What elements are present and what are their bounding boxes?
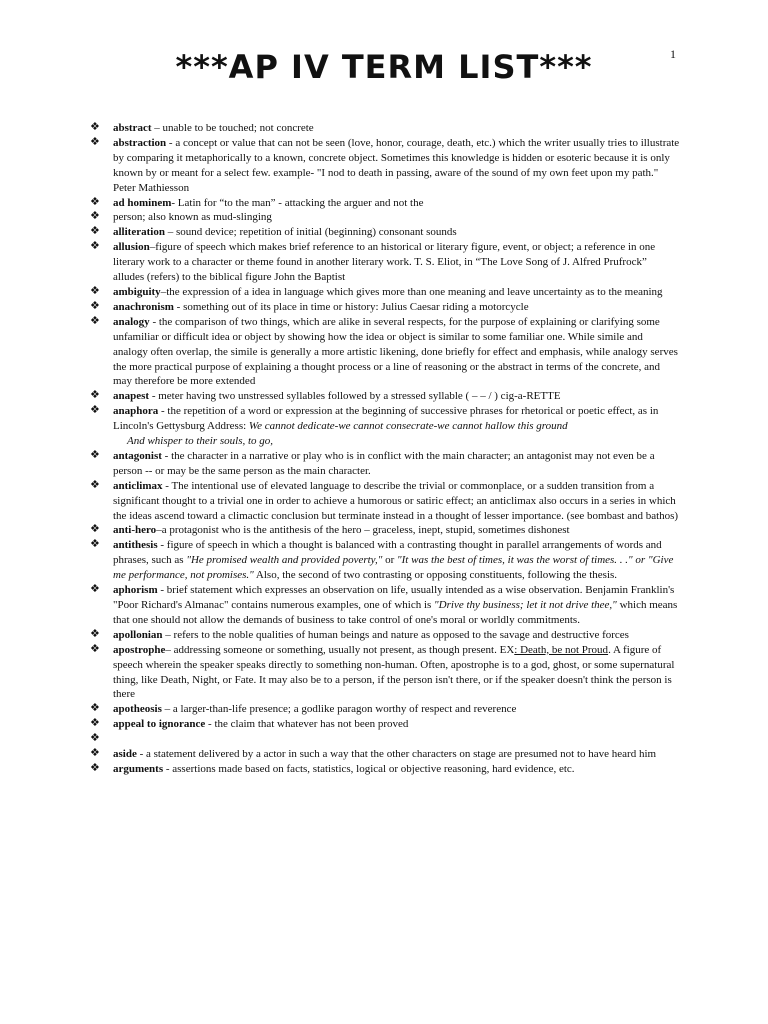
diamond-bullet-icon: ❖ — [90, 313, 100, 327]
term-item — [90, 315, 680, 390]
term-definition: - figure of speech in which a thought is balanced with a contrasting thought in parallel arrangements of words and phrases, such as — [113, 539, 662, 567]
diamond-bullet-icon: ❖ — [90, 701, 100, 715]
diamond-bullet-icon: ❖ — [90, 120, 100, 133]
term-definition: - The intentional use of elevated language to describe the trivial or commonplace, or a sudden transition from a significant thought to a trivial one in order to achieve a humorous or satiric effect; an anticlimax also occurs in a series in which the ideas ascend toward a climactic conclusion but terminate instead in a thought of lesser importance. (see bombast and bathos) — [113, 479, 679, 522]
term-word: arguments — [113, 762, 164, 775]
term-definition-end: Also, the second of two contrasting or opposing constituents, following the thesis. — [253, 569, 618, 582]
term-item — [90, 747, 680, 762]
diamond-bullet-icon: ❖ — [90, 194, 100, 208]
diamond-bullet-icon: ❖ — [90, 209, 100, 223]
diamond-bullet-icon: ❖ — [90, 760, 100, 774]
term-item — [90, 538, 680, 583]
term-item — [90, 404, 680, 449]
term-item — [90, 136, 680, 196]
term-word: apotheosis — [113, 703, 162, 716]
term-word: anticlimax — [113, 479, 163, 492]
term-item — [90, 628, 680, 643]
term-example-underlined: : Death, be not Proud — [514, 643, 609, 656]
term-example-line: And whisper to their souls, to go, — [127, 435, 274, 448]
term-definition: – sound device; repetition of initial (beginning) consonant sounds — [164, 226, 457, 239]
term-example: We cannot dedicate-we cannot consecrate-we cannot hallow this ground — [248, 420, 568, 433]
term-item — [90, 225, 680, 240]
diamond-bullet-icon: ❖ — [90, 641, 100, 655]
term-item — [90, 210, 680, 225]
term-definition: - brief statement which expresses an observation on life, usually intended as a wise observation. Benjamin Franklin's "Poor Richard's Almanac" contains numerous examples, one of which is — [113, 584, 675, 611]
page-number: 1 — [670, 47, 676, 61]
term-item — [90, 643, 680, 703]
term-word: analogy — [113, 315, 150, 328]
term-definition: –a protagonist who is the antithesis of the hero – graceless, inept, stupid, sometimes dishonest — [156, 524, 570, 537]
term-word: anti-hero — [113, 524, 157, 537]
term-definition: - assertions made based on facts, statistics, logical or objective reasoning, hard evidence, etc. — [163, 762, 575, 775]
term-item — [90, 196, 680, 211]
diamond-bullet-icon: ❖ — [90, 731, 100, 745]
diamond-bullet-icon: ❖ — [90, 716, 100, 730]
term-item — [90, 762, 680, 777]
diamond-bullet-icon: ❖ — [90, 447, 100, 461]
term-word: anaphora — [113, 405, 159, 418]
term-word: appeal to ignorance — [113, 718, 206, 731]
diamond-bullet-icon: ❖ — [90, 134, 100, 148]
term-definition: - the character in a narrative or play who is in conflict with the main character; an antagonist may not even be a person -- or may be the same person as the main character. — [113, 449, 655, 477]
diamond-bullet-icon: ❖ — [90, 477, 100, 491]
diamond-bullet-icon: ❖ — [90, 403, 100, 417]
diamond-bullet-icon: ❖ — [90, 522, 100, 536]
term-word: anapest — [113, 390, 150, 403]
diamond-bullet-icon: ❖ — [90, 239, 100, 253]
term-word: ad hominem — [113, 196, 172, 209]
diamond-bullet-icon: ❖ — [90, 537, 100, 551]
term-definition: – unable to be touched; not concrete — [151, 122, 314, 134]
term-item — [90, 717, 680, 732]
diamond-bullet-icon: ❖ — [90, 298, 100, 312]
term-definition: – a larger-than-life presence; a godlike paragon worthy of respect and reverence — [161, 703, 517, 716]
term-item — [90, 285, 680, 300]
term-item — [90, 240, 680, 285]
term-example: "Drive thy business; let it not drive thee," — [434, 599, 617, 611]
term-item — [90, 479, 680, 524]
term-item — [90, 583, 680, 628]
term-definition: person; also known as mud-slinging — [113, 211, 272, 224]
term-definition: - a statement delivered by a actor in such a way that the other characters on stage are presumed not to have heard him — [136, 748, 657, 761]
term-example: "He promised wealth and provided poverty," — [186, 554, 383, 567]
term-word: aside — [113, 748, 137, 761]
term-word: anachronism — [113, 300, 174, 313]
term-item — [90, 732, 680, 747]
term-example: "It was the best of times, it was the worst of times. . ." or "Give me performance, not promises." — [113, 554, 674, 582]
term-item — [90, 702, 680, 717]
term-definition: - something out of its place in time or history: Julius Caesar riding a motorcycle — [173, 300, 529, 313]
term-item — [90, 523, 680, 538]
diamond-bullet-icon: ❖ — [90, 626, 100, 640]
term-definition: - the repetition of a word or expression at the beginning of successive phrases for rhetorical or poetic effect, as in Lincoln's Gettysburg Address: — [113, 405, 659, 433]
term-word: apostrophe — [113, 643, 166, 656]
term-definition: –figure of speech which makes brief reference to an historical or literary figure, event, or object; a reference in one literary work to a character or theme found in another literary work. T. S. Eliot, in “The Love Song of J. Alfred Prufrock” alludes (refers) to the biblical figure John the Baptist — [113, 241, 656, 284]
diamond-bullet-icon: ❖ — [90, 582, 100, 596]
term-definition: - the claim that whatever has not been proved — [205, 718, 409, 731]
term-word: alliteration — [113, 226, 165, 239]
term-definition: – refers to the noble qualities of human beings and nature as opposed to the savage and destructive forces — [162, 628, 629, 641]
term-word: abstract — [113, 122, 152, 134]
term-definition-cont: or — [382, 554, 398, 567]
term-word: aphorism — [113, 584, 158, 597]
term-word: ambiguity — [113, 285, 161, 298]
term-definition: - the comparison of two things, which are alike in several respects, for the purpose of explaining or clarifying some unfamiliar or difficult idea or object by showing how the idea or object is similar to some familiar one. While simile and analogy often overlap, the simile is generally a more artistic likening, done briefly for effect and emphasis, while analogy serves the more practical purpose of explaining a thought process or a line of reasoning or the abstract in terms of the concrete, and may therefore be more extended — [113, 315, 678, 388]
term-item — [90, 121, 680, 136]
term-definition-end: . A figure of speech wherein the speaker speaks directly to something non-human. Often, apostrophe is to a god, ghost, or some supernatural thing, like Death, Night, or Fate. It may also be to a person, if the person isn't there, or if the speaker doesn't think the person is there — [113, 643, 675, 701]
diamond-bullet-icon: ❖ — [90, 388, 100, 402]
term-item — [90, 300, 680, 315]
term-word: apollonian — [113, 628, 163, 641]
term-definition: - meter having two unstressed syllables followed by a stressed syllable ( – – / ) cig-a-RETTE — [149, 390, 561, 403]
term-item — [90, 449, 680, 479]
term-definition: – addressing someone or something, usually not present, as though present. EX — [165, 643, 515, 656]
term-word: allusion — [113, 241, 150, 254]
diamond-bullet-icon: ❖ — [90, 224, 100, 238]
page-title: ***AP IV TERM LIST*** — [175, 48, 593, 86]
term-definition: - Latin for “to the man” - attacking the arguer and not the — [171, 196, 424, 209]
term-definition: - a concept or value that can not be seen (love, honor, courage, death, etc.) which the writer usually tries to illustrate by comparing it metaphorically to a known, concrete object. Sometimes this knowledge is hidden or esoteric because it is only known by or meant for a select few. example- "I nod to death in passing, aware of the sound of my own feet upon my path." Peter Mathiesson — [113, 136, 680, 194]
term-list — [90, 121, 680, 777]
diamond-bullet-icon: ❖ — [90, 283, 100, 297]
term-word: abstraction — [113, 136, 167, 149]
term-item — [90, 389, 680, 404]
term-word: antagonist — [113, 449, 162, 462]
term-definition: –the expression of a idea in language which gives more than one meaning and leave uncertainty as to the meaning — [160, 285, 663, 298]
term-word: antithesis — [113, 539, 158, 552]
diamond-bullet-icon: ❖ — [90, 746, 100, 760]
term-definition-cont: which means that one should not allow the demands of business to take control of one's moral or worldly commitments. — [113, 599, 678, 626]
